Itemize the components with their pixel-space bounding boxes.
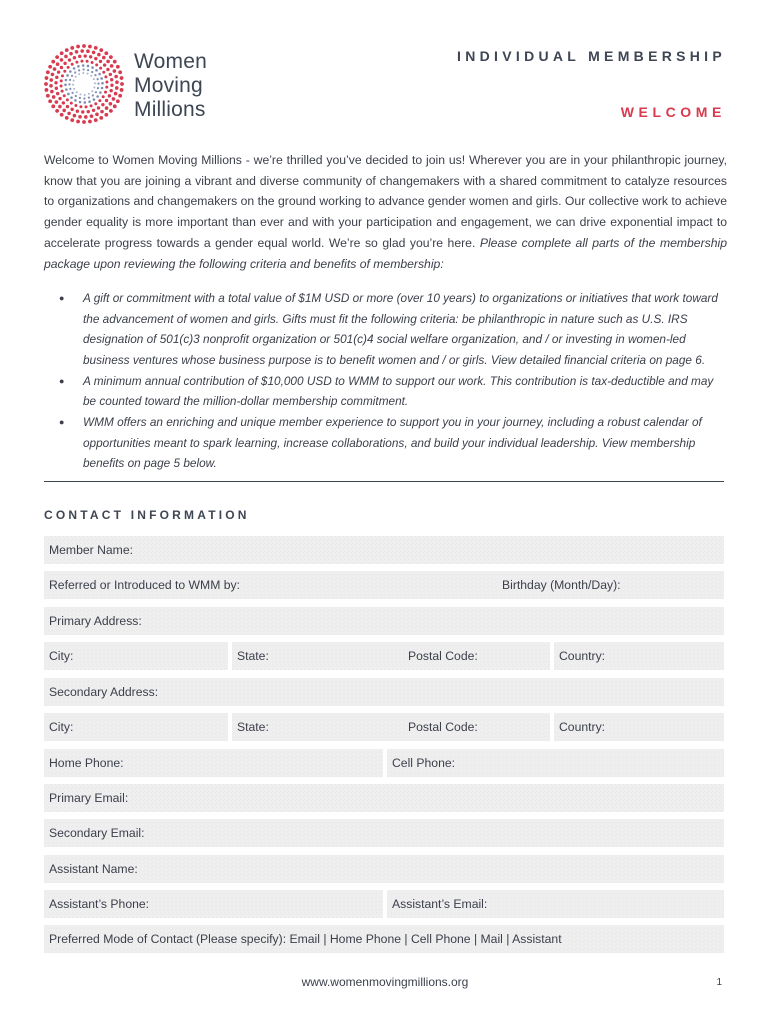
member-name-label: Member Name: <box>49 543 133 557</box>
primary-country-field[interactable] <box>554 642 724 670</box>
logo-wordmark <box>134 50 207 122</box>
referred-by-label: Referred or Introduced to WMM by: <box>49 578 241 592</box>
secondary-address-label: Secondary Address: <box>49 685 159 699</box>
assistant-email-label: Assistant’s Email: <box>392 897 488 911</box>
secondary-email-field[interactable] <box>44 819 724 847</box>
secondary-state-field[interactable] <box>232 713 550 741</box>
contact-section-title: CONTACT INFORMATION <box>44 508 250 522</box>
criteria-item: ● WMM offers an enriching and unique member experience to support you in your journey, including a robust calendar of opportunities meant to spark learning, increase collaborations, and build your individual leadership. View membership benefits on page 5 below. <box>44 412 727 474</box>
intro-text: Welcome to Women Moving Millions - we’re thrilled you’ve decided to join us! Wherever you are in your philanthropic journey, know that you are joining a vibrant and diverse community of changemakers with a shared commitment to catalyze resources to organizations and changemakers on the ground working to advance gender women and girls. Our collective work to achieve gender equality is more important than ever and with your participation and engagement, we can drive exponential impact to accelerate progress towards a gender equal world. We’re so glad you’re here. <box>44 153 727 250</box>
welcome-heading: WELCOME <box>620 104 726 120</box>
cell-phone-label: Cell Phone: <box>392 756 456 770</box>
referred-by-field[interactable] <box>44 571 724 599</box>
country-label: Country: <box>559 720 606 734</box>
logo-line-moving: Moving <box>134 74 203 97</box>
intro-paragraph <box>44 150 727 274</box>
preferred-contact-label: Preferred Mode of Contact (Please specify): Email | Home Phone | Cell Phone | Mail | Assistant <box>49 932 562 946</box>
logo-line-millions: Millions <box>134 98 206 121</box>
city-label: City: <box>49 720 74 734</box>
state-label: State: <box>237 649 269 663</box>
membership-criteria-list <box>44 288 727 474</box>
assistant-email-field[interactable] <box>387 890 724 918</box>
footer-url: www.womenmovingmillions.org <box>301 975 469 989</box>
member-name-field[interactable] <box>44 536 724 564</box>
city-label: City: <box>49 649 74 663</box>
country-label: Country: <box>559 649 606 663</box>
assistant-phone-field[interactable] <box>44 890 383 918</box>
secondary-email-label: Secondary Email: <box>49 826 145 840</box>
primary-address-field[interactable] <box>44 607 724 635</box>
criteria-item: ● A minimum annual contribution of $10,000 USD to WMM to support our work. This contribution is tax-deductible and may be counted toward the million-dollar membership commitment. <box>44 371 727 412</box>
primary-address-label: Primary Address: <box>49 614 142 628</box>
secondary-country-field[interactable] <box>554 713 724 741</box>
page-number: 1 <box>716 977 722 988</box>
secondary-city-field[interactable] <box>44 713 228 741</box>
home-phone-label: Home Phone: <box>49 756 124 770</box>
cell-phone-field[interactable] <box>387 749 724 777</box>
primary-email-label: Primary Email: <box>49 791 129 805</box>
primary-email-field[interactable] <box>44 784 724 812</box>
secondary-address-field[interactable] <box>44 678 724 706</box>
assistant-name-label: Assistant Name: <box>49 862 138 876</box>
page-title: INDIVIDUAL MEMBERSHIP <box>457 48 726 64</box>
home-phone-field[interactable] <box>44 749 383 777</box>
postal-code-label: Postal Code: <box>408 720 478 734</box>
state-label: State: <box>237 720 269 734</box>
section-divider <box>44 481 724 482</box>
intro-instruction: Please complete all parts of the membership package upon reviewing the following criteria and benefits of membership: <box>44 235 727 271</box>
logo-line-women: Women <box>134 50 207 73</box>
assistant-name-field[interactable] <box>44 855 724 883</box>
birthday-label: Birthday (Month/Day): <box>502 578 621 592</box>
wmm-logo-icon <box>44 44 124 124</box>
primary-city-field[interactable] <box>44 642 228 670</box>
preferred-contact-field[interactable] <box>44 925 724 953</box>
postal-code-label: Postal Code: <box>408 649 478 663</box>
criteria-item: ● A gift or commitment with a total value of $1M USD or more (over 10 years) to organizations or initiatives that work toward the advancement of women and girls. Gifts must fit the following criteria: be philanthropic in nature such as U.S. IRS designation of 501(c)3 nonprofit organization or 501(c)4 social welfare organization, and / or investing in women-led business ventures whose business purpose is to benefit women and / or girls. View detailed financial criteria on page 6. <box>44 288 727 370</box>
primary-state-field[interactable] <box>232 642 550 670</box>
assistant-phone-label: Assistant’s Phone: <box>49 897 150 911</box>
